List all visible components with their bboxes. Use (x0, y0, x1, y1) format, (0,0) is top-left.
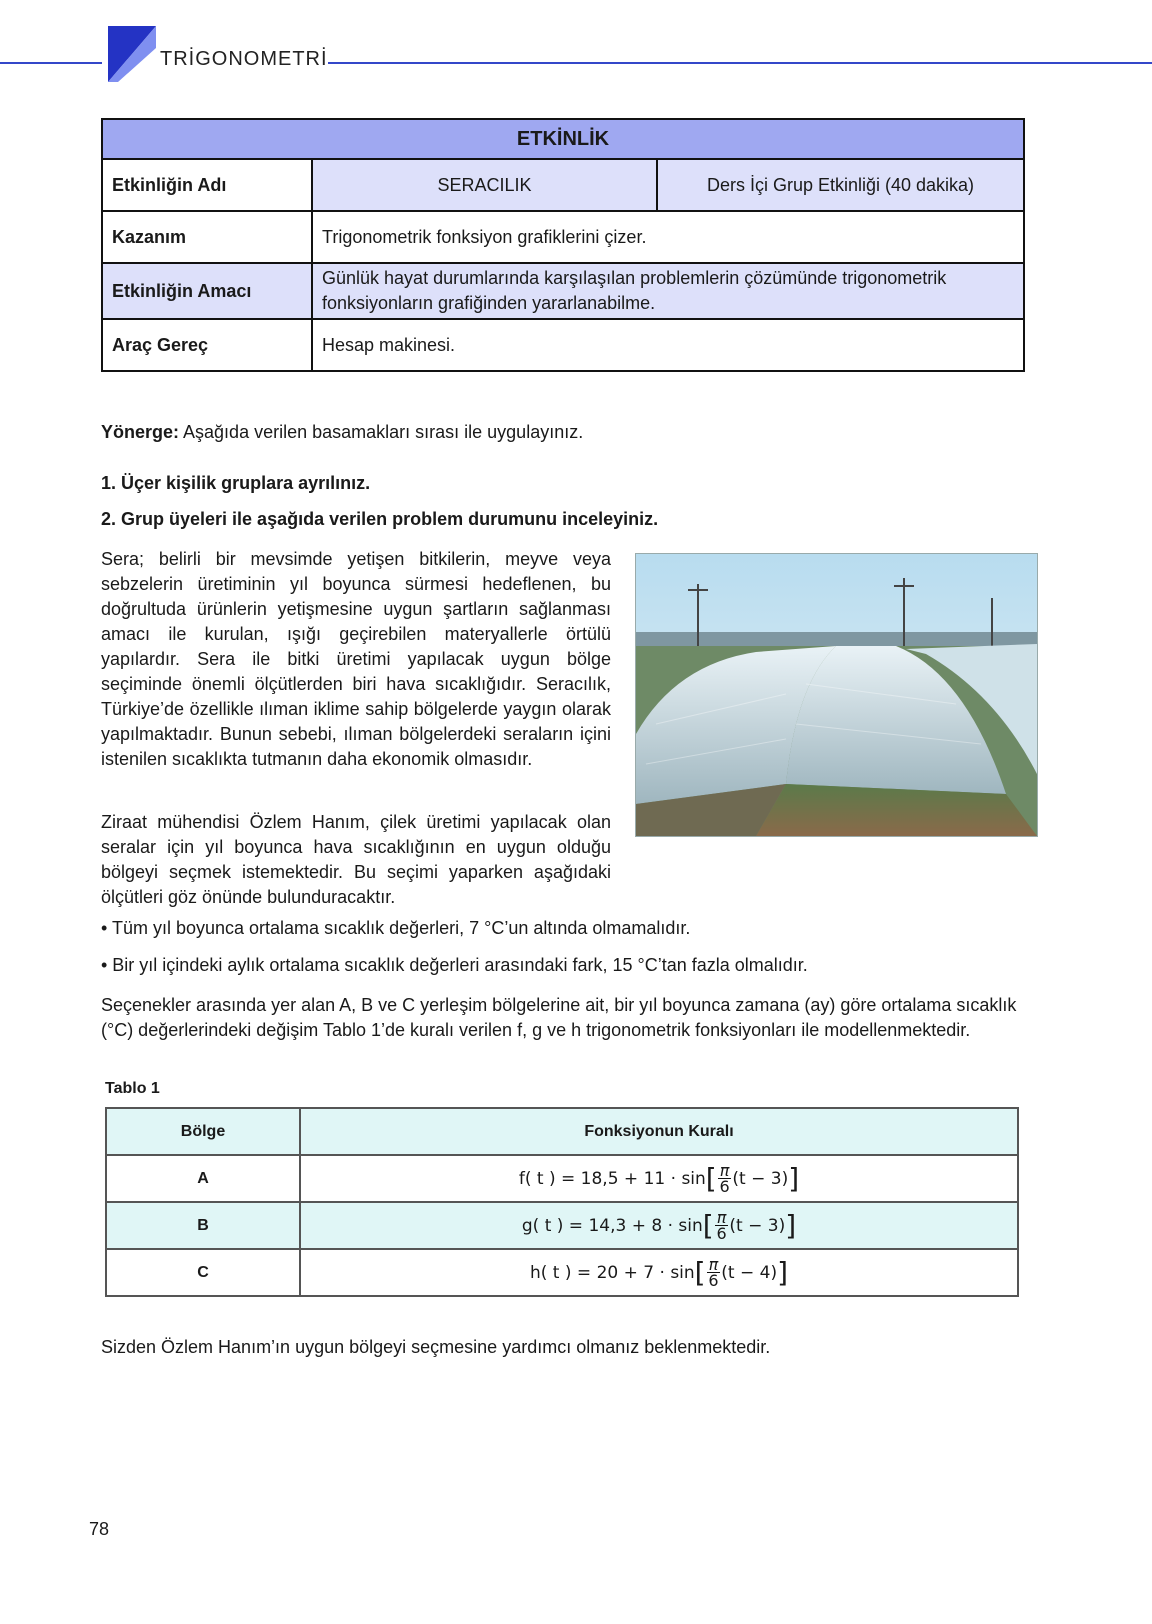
closing-sentence: Sizden Özlem Hanım’ın uygun bölgeyi seçmesine yardımcı olmanız beklenmektedir. (101, 1337, 771, 1357)
instruction-label: Yönerge: (101, 422, 180, 442)
chapter-logo-icon (108, 26, 156, 82)
region-header: Bölge (106, 1108, 300, 1155)
activity-table (101, 118, 1025, 372)
formula: g( t ) = 14,3 + 8 · sin[ $\frac{\pi}{6}$ (t − 3)] (521, 1208, 797, 1243)
step-2: 2. Grup üyeleri ile aşağıda verilen problem durumunu inceleyiniz. (101, 509, 659, 529)
activity-name-label: Etkinliğin Adı (102, 159, 312, 211)
header-rule-right (328, 62, 1152, 64)
greenhouse-photo (635, 553, 1038, 837)
header-rule-left (0, 62, 102, 64)
purpose-value: Günlük hayat durumlarında karşılaşılan problemlerin çözümünde trigonometrik fonksiyonların grafiğinden yararlanabilme. (312, 263, 1024, 319)
greenhouse-description: Sera; belirli bir mevsimde yetişen bitkilerin, meyve veya sebzelerin üretiminin yıl boyunca sürmesi hedeflenen, bu doğrultuda ürünlerin yetişmesine uygun şartların sağlanması amacı ile kurulan, ışığı geçirebilen materyallerle örtülü yapılardır. Sera ile bitki üretimi yapılacak uygun bölge seçiminde önemli ölçütlerden biri hava sıcaklığıdır. Seracılık, Türkiye’de özellikle ılıman iklime sahip bölgelerde yaygın olarak yapılmaktadır. Bunun sebebi, ılıman bölgelerdeki seraların içini istenilen sıcaklıkta tutmanın daha ekonomik olmasıdır. (101, 549, 611, 769)
activity-title: ETKİNLİK (102, 119, 1024, 159)
function-table (105, 1107, 1019, 1297)
table-row (106, 1249, 1018, 1296)
formula-cell (300, 1249, 1018, 1296)
model-paragraph: Seçenekler arasında yer alan A, B ve C yerleşim bölgelerine ait, bir yıl boyunca zamana (ay) göre ortalama sıcaklık (°C) değerlerindeki değişim Tablo 1’de kuralı verilen f, g ve h trigonometrik fonksiyonları ile modellenmektedir. (101, 995, 1017, 1040)
formula: f( t ) = 18,5 + 11 · sin[ $\frac{\pi}{6}$ (t − 3)] (518, 1161, 800, 1196)
function-header: Fonksiyonun Kuralı (300, 1108, 1018, 1155)
formula-cell (300, 1202, 1018, 1249)
region-cell: B (106, 1202, 300, 1249)
chapter-title: TRİGONOMETRİ (160, 48, 328, 70)
page-number: 78 (89, 1519, 110, 1539)
region-cell: C (106, 1249, 300, 1296)
outcome-value: Trigonometrik fonksiyon grafiklerini çizer. (312, 211, 1024, 263)
formula: h( t ) = 20 + 7 · sin[ $\frac{\pi}{6}$ (t − 4)] (529, 1255, 789, 1290)
step-1: 1. Üçer kişilik gruplara ayrılınız. (101, 473, 371, 493)
table-row (106, 1202, 1018, 1249)
region-cell: A (106, 1155, 300, 1202)
criterion-1: • Tüm yıl boyunca ortalama sıcaklık değerleri, 7 °C’un altında olmamalıdır. (101, 918, 691, 938)
formula-cell (300, 1155, 1018, 1202)
criterion-2: • Bir yıl içindeki aylık ortalama sıcaklık değerleri arasındaki fark, 15 °C’tan fazla olmalıdır. (101, 955, 808, 975)
activity-name-value: SERACILIK (312, 159, 657, 211)
table-caption: Tablo 1 (105, 1080, 160, 1097)
activity-type-value: Ders İçi Grup Etkinliği (40 dakika) (657, 159, 1024, 211)
tools-label: Araç Gereç (102, 319, 312, 371)
instruction-line (101, 420, 583, 445)
tools-value: Hesap makinesi. (312, 319, 1024, 371)
instruction-text: Aşağıda verilen basamakları sırası ile uygulayınız. (179, 422, 584, 442)
table-row (106, 1155, 1018, 1202)
purpose-label: Etkinliğin Amacı (102, 263, 312, 319)
engineer-paragraph: Ziraat mühendisi Özlem Hanım, çilek üretimi yapılacak olan seralar için yıl boyunca hava sıcaklığının en uygun olduğu bölgeyi seçmek istemektedir. Bu seçimi yaparken aşağıdaki ölçütleri göz önünde bulunduracaktır. (101, 812, 611, 907)
outcome-label: Kazanım (102, 211, 312, 263)
